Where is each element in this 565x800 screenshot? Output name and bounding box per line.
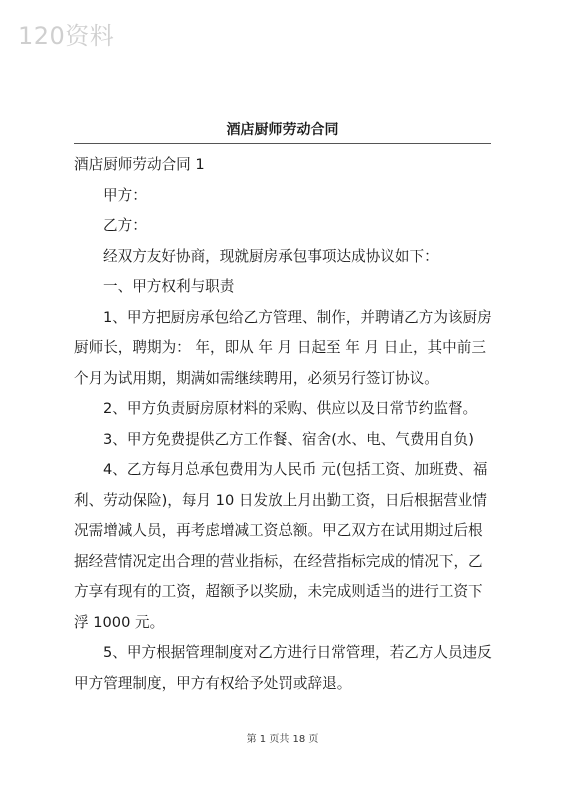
clause-5: 5、甲方根据管理制度对乙方进行日常管理，若乙方人员违反甲方管理制度，甲方有权给予处罚或辞退。	[74, 644, 492, 692]
page-footer: 第 1 页共 18 页	[246, 734, 319, 745]
clause-4: 4、乙方每月总承包费用为人民币 元(包括工资、加班费、福利、劳动保险)，每月 10 日发放上月出勤工资，日后根据营业情况需增减人员，再考虑增减工资总额。甲乙双方在试用期过后根据经营情况定出合理的营业指标，在经营指标完成的情况下，乙方享有现有的工资，超额予以奖励，未完成则适当的进行工资下浮 1000 元。	[74, 461, 488, 631]
party-b-line: 乙方：	[103, 217, 147, 234]
document-title: 酒店厨师劳动合同	[226, 122, 339, 138]
clause-1: 1、甲方把厨房承包给乙方管理、制作，并聘请乙方为该厨房厨师长，聘期为： 年，即从 年 月 日起至 年 月 日止，其中前三个月为试用期，期满如需继续聘用，必须另行签订协议。	[74, 308, 492, 387]
document-body	[74, 150, 492, 699]
title-divider	[74, 143, 491, 144]
clause-3: 3、甲方免费提供乙方工作餐、宿舍(水、电、气费用自负)	[103, 430, 474, 448]
party-a-line: 甲方：	[103, 186, 147, 204]
clause-2: 2、甲方负责厨房原材料的采购、供应以及日常节约监督。	[103, 400, 478, 417]
section-heading: 一、甲方权利与职责	[103, 278, 235, 295]
intro-paragraph: 经双方友好协商，现就厨房承包事项达成协议如下：	[103, 247, 439, 265]
watermark: 120资料	[18, 22, 115, 50]
contract-heading: 酒店厨师劳动合同 1	[74, 156, 205, 173]
